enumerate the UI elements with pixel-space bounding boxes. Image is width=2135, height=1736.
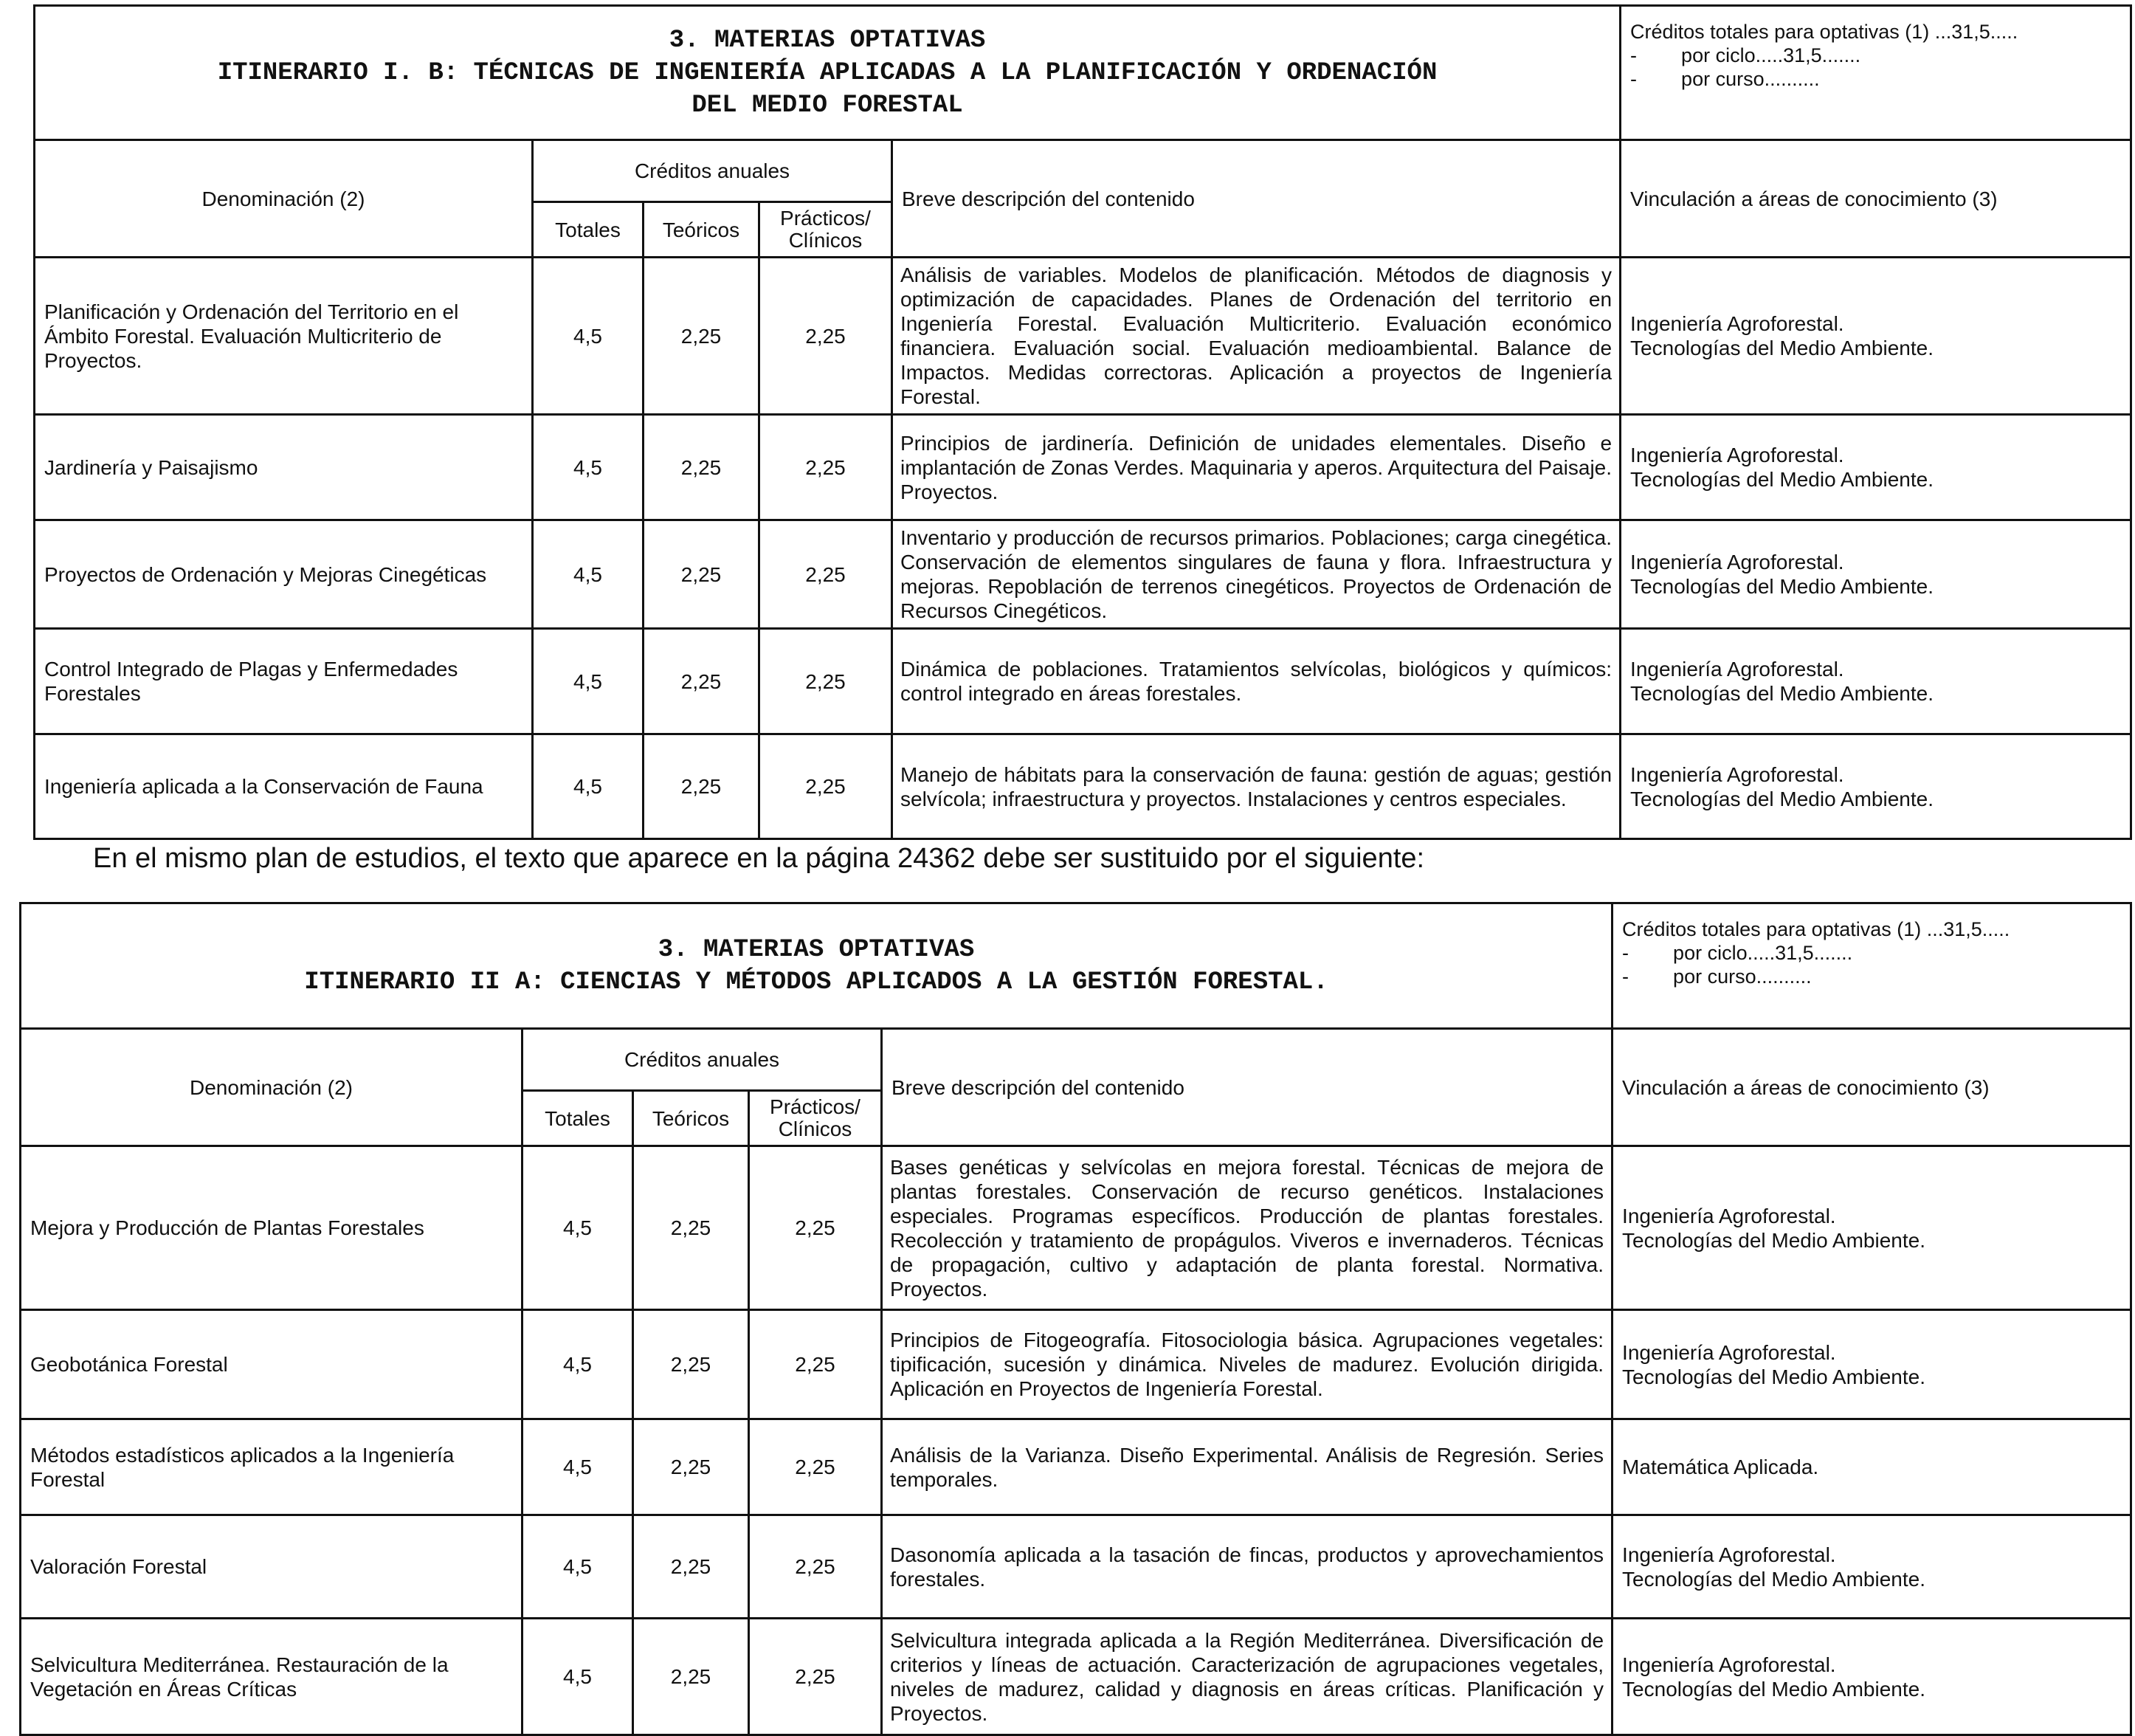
credits-curso: - por curso.......... xyxy=(1630,68,1820,90)
area-line: Matemática Aplicada. xyxy=(1622,1456,1819,1478)
subject-name: Ingeniería aplicada a la Conservación de Fauna xyxy=(35,734,533,839)
credits-practicos: 2,25 xyxy=(759,415,892,520)
subject-description: Análisis de variables. Modelos de planificación. Métodos de diagnosis y optimización de capacidades. Planes de Ordenación del territorio en Ingeniería Forestal. Evaluación Multicriterio. Evaluación económico financiera. Evaluación social. Evaluación medioambiental. Balance de Impactos. Medidas correctoras. Aplicación a proyectos de Ingeniería Forestal. xyxy=(892,258,1621,415)
header-creditos-anuales: Créditos anuales xyxy=(533,140,892,202)
subject-description: Principios de jardinería. Definición de unidades elementales. Diseño e implantación de Zonas Verdes. Maquinaria y aperos. Arquitectura del Paisaje. Proyectos. xyxy=(892,415,1621,520)
area-line: Tecnologías del Medio Ambiente. xyxy=(1630,337,1934,359)
area-line: Ingeniería Agroforestal. xyxy=(1630,658,1844,681)
area-line: Tecnologías del Medio Ambiente. xyxy=(1622,1677,1925,1701)
credits-info xyxy=(1621,6,2131,140)
credits-teoricos: 2,25 xyxy=(633,1619,749,1735)
area-line: Ingeniería Agroforestal. xyxy=(1622,1204,1836,1227)
credits-practicos: 2,25 xyxy=(759,520,892,629)
credits-totales: 4,5 xyxy=(522,1310,633,1419)
header-creditos-anuales: Créditos anuales xyxy=(522,1029,882,1091)
credits-totales: 4,5 xyxy=(533,415,644,520)
header-practicos: Prácticos/ Clínicos xyxy=(759,202,892,258)
table-row xyxy=(35,415,2131,520)
area-line: Tecnologías del Medio Ambiente. xyxy=(1630,468,1934,491)
subject-name: Planificación y Ordenación del Territorio en el Ámbito Forestal. Evaluación Multicriterio de Proyectos. xyxy=(35,258,533,415)
subject-name: Jardinería y Paisajismo xyxy=(35,415,533,520)
area-line: Ingeniería Agroforestal. xyxy=(1630,444,1844,466)
credits-teoricos: 2,25 xyxy=(644,415,759,520)
credits-info xyxy=(1613,903,2131,1029)
credits-totales: 4,5 xyxy=(522,1146,633,1310)
knowledge-areas xyxy=(1621,734,2131,839)
header-totales: Totales xyxy=(533,202,644,258)
table-row xyxy=(35,258,2131,415)
credits-teoricos: 2,25 xyxy=(633,1310,749,1419)
table-row xyxy=(21,1146,2131,1310)
table-row xyxy=(21,1310,2131,1419)
credits-totales: 4,5 xyxy=(522,1515,633,1619)
credits-practicos: 2,25 xyxy=(749,1515,882,1619)
header-descripcion: Breve descripción del contenido xyxy=(882,1029,1613,1146)
knowledge-areas xyxy=(1621,520,2131,629)
header-totales: Totales xyxy=(522,1091,633,1146)
knowledge-areas xyxy=(1621,415,2131,520)
credits-teoricos: 2,25 xyxy=(644,734,759,839)
credits-practicos: 2,25 xyxy=(759,629,892,734)
credits-totales: 4,5 xyxy=(533,520,644,629)
credits-teoricos: 2,25 xyxy=(633,1515,749,1619)
area-line: Ingeniería Agroforestal. xyxy=(1622,1340,1836,1364)
credits-ciclo: - por ciclo.....31,5....... xyxy=(1622,942,1853,964)
credits-teoricos: 2,25 xyxy=(633,1146,749,1310)
title-line: 3. MATERIAS OPTATIVAS xyxy=(669,26,986,55)
table-row xyxy=(35,629,2131,734)
knowledge-areas xyxy=(1613,1310,2131,1419)
subject-name: Métodos estadísticos aplicados a la Ingeniería Forestal xyxy=(21,1419,522,1515)
knowledge-areas xyxy=(1613,1515,2131,1619)
area-line: Ingeniería Agroforestal. xyxy=(1622,1653,1836,1676)
area-line: Tecnologías del Medio Ambiente. xyxy=(1630,787,1934,810)
credits-practicos: 2,25 xyxy=(759,258,892,415)
credits-teoricos: 2,25 xyxy=(633,1419,749,1515)
subject-description: Manejo de hábitats para la conservación de fauna: gestión de aguas; gestión selvícola; infraestructura y proyectos. Instalaciones y centros especiales. xyxy=(892,734,1621,839)
area-line: Ingeniería Agroforestal. xyxy=(1630,551,1844,574)
credits-totales: 4,5 xyxy=(533,629,644,734)
area-line: Ingeniería Agroforestal. xyxy=(1630,312,1844,335)
subject-name: Valoración Forestal xyxy=(21,1515,522,1619)
title-line: DEL MEDIO FORESTAL xyxy=(691,91,963,120)
credits-practicos: 2,25 xyxy=(749,1146,882,1310)
credits-practicos: 2,25 xyxy=(749,1419,882,1515)
subject-description: Bases genéticas y selvícolas en mejora forestal. Técnicas de mejora de plantas forestales. Conservación de recurso genéticos. Instalaciones especiales. Programas específicos. Producción de plantas forestales. Recolección y tratamiento de propágulos. Viveros e invernaderos. Técnicas de propagación, cultivo y adaptación de planta forestal. Normativa. Proyectos. xyxy=(882,1146,1613,1310)
header-vinculacion: Vinculación a áreas de conocimiento (3) xyxy=(1613,1029,2131,1146)
table-row xyxy=(21,1619,2131,1735)
replacement-note: En el mismo plan de estudios, el texto que aparece en la página 24362 debe ser sustituido por el siguiente: xyxy=(93,843,1425,874)
subject-description: Selvicultura integrada aplicada a la Región Mediterránea. Diversificación de criterios y líneas de actuación. Caracterización de agrupaciones vegetales, niveles de madurez, calidad y diagnosis en áreas críticas. Planificación y Proyectos. xyxy=(882,1619,1613,1735)
credits-total: Créditos totales para optativas (1) ...31,5..... xyxy=(1622,918,2010,940)
title-line: ITINERARIO I. B: TÉCNICAS DE INGENIERÍA APLICADAS A LA PLANIFICACIÓN Y ORDENACIÓN xyxy=(217,58,1438,87)
subject-description: Principios de Fitogeografía. Fitosociologia básica. Agrupaciones vegetales: tipificación, sucesión y dinámica. Niveles de madurez. Evolución dirigida. Aplicación en Proyectos de Ingeniería Forestal. xyxy=(882,1310,1613,1419)
credits-practicos: 2,25 xyxy=(749,1310,882,1419)
title-line: 3. MATERIAS OPTATIVAS xyxy=(658,935,975,964)
subject-description: Análisis de la Varianza. Diseño Experimental. Análisis de Regresión. Series temporales. xyxy=(882,1419,1613,1515)
knowledge-areas xyxy=(1621,258,2131,415)
subject-description: Dinámica de poblaciones. Tratamientos selvícolas, biológicos y químicos: control integrado en áreas forestales. xyxy=(892,629,1621,734)
credits-teoricos: 2,25 xyxy=(644,520,759,629)
area-line: Ingeniería Agroforestal. xyxy=(1630,762,1844,786)
credits-totales: 4,5 xyxy=(533,258,644,415)
table-row xyxy=(35,520,2131,629)
table-title xyxy=(21,903,1613,1029)
header-denominacion: Denominación (2) xyxy=(21,1029,522,1146)
subject-name: Selvicultura Mediterránea. Restauración de la Vegetación en Áreas Críticas xyxy=(21,1619,522,1735)
credits-practicos: 2,25 xyxy=(759,734,892,839)
materias-optativas-table-itinerario-2a xyxy=(19,902,2132,1736)
area-line: Tecnologías del Medio Ambiente. xyxy=(1622,1228,1925,1252)
subject-name: Mejora y Producción de Plantas Forestales xyxy=(21,1146,522,1310)
subject-description: Inventario y producción de recursos primarios. Poblaciones; carga cinegética. Conservación de elementos singulares de fauna y flora. Infraestructura y mejoras. Repoblación de terrenos cinegéticos. Proyectos de Ordenación de Recursos Cinegéticos. xyxy=(892,520,1621,629)
area-line: Tecnologías del Medio Ambiente. xyxy=(1622,1567,1925,1591)
subject-name: Proyectos de Ordenación y Mejoras Cinegéticas xyxy=(35,520,533,629)
table-title xyxy=(35,6,1621,140)
header-vinculacion: Vinculación a áreas de conocimiento (3) xyxy=(1621,140,2131,258)
credits-practicos: 2,25 xyxy=(749,1619,882,1735)
header-descripcion: Breve descripción del contenido xyxy=(892,140,1621,258)
credits-curso: - por curso.......... xyxy=(1622,965,1812,988)
credits-total: Créditos totales para optativas (1) ...31,5..... xyxy=(1630,21,2018,43)
header-teoricos: Teóricos xyxy=(644,202,759,258)
header-practicos: Prácticos/ Clínicos xyxy=(749,1091,882,1146)
area-line: Tecnologías del Medio Ambiente. xyxy=(1630,682,1934,705)
materias-optativas-table-itinerario-1b xyxy=(33,4,2132,840)
credits-teoricos: 2,25 xyxy=(644,629,759,734)
area-line: Tecnologías del Medio Ambiente. xyxy=(1622,1365,1925,1388)
subject-name: Control Integrado de Plagas y Enfermedades Forestales xyxy=(35,629,533,734)
subject-description: Dasonomía aplicada a la tasación de fincas, productos y aprovechamientos forestales. xyxy=(882,1515,1613,1619)
knowledge-areas xyxy=(1613,1419,2131,1515)
credits-totales: 4,5 xyxy=(522,1619,633,1735)
table-row xyxy=(35,734,2131,839)
credits-ciclo: - por ciclo.....31,5....... xyxy=(1630,44,1861,66)
credits-teoricos: 2,25 xyxy=(644,258,759,415)
table-row xyxy=(21,1419,2131,1515)
area-line: Ingeniería Agroforestal. xyxy=(1622,1543,1836,1566)
table-row xyxy=(21,1515,2131,1619)
credits-totales: 4,5 xyxy=(533,734,644,839)
area-line: Tecnologías del Medio Ambiente. xyxy=(1630,575,1934,598)
subject-name: Geobotánica Forestal xyxy=(21,1310,522,1419)
header-teoricos: Teóricos xyxy=(633,1091,749,1146)
title-line: ITINERARIO II A: CIENCIAS Y MÉTODOS APLICADOS A LA GESTIÓN FORESTAL. xyxy=(304,968,1328,996)
knowledge-areas xyxy=(1613,1619,2131,1735)
knowledge-areas xyxy=(1621,629,2131,734)
credits-totales: 4,5 xyxy=(522,1419,633,1515)
knowledge-areas xyxy=(1613,1146,2131,1310)
header-denominacion: Denominación (2) xyxy=(35,140,533,258)
